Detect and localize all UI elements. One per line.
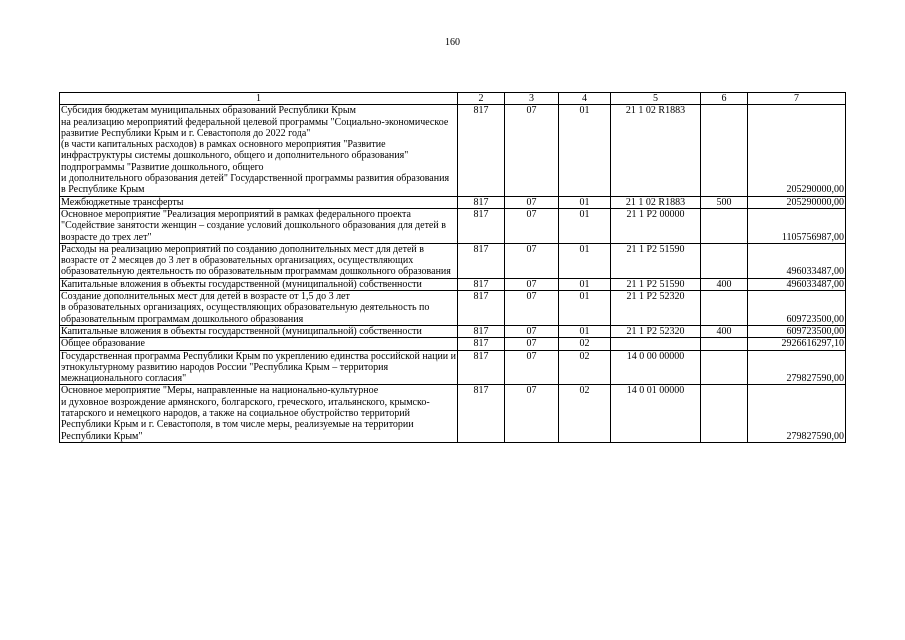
item-name: Общее образование xyxy=(60,338,458,350)
amount: 205290000,00 xyxy=(748,105,846,196)
target-article-code: 21 1 02 R1883 xyxy=(611,105,701,196)
ministry-code: 817 xyxy=(458,350,505,385)
target-article-code: 14 0 01 00000 xyxy=(611,385,701,442)
table-header-row xyxy=(60,93,846,105)
section-code: 07 xyxy=(505,385,559,442)
column-header: 3 xyxy=(505,93,559,105)
section-code: 07 xyxy=(505,196,559,208)
section-code: 07 xyxy=(505,350,559,385)
section-code: 07 xyxy=(505,291,559,326)
expense-type-code xyxy=(701,338,748,350)
target-article-code: 21 1 P2 51590 xyxy=(611,243,701,278)
expense-type-code xyxy=(701,208,748,243)
expense-type-code xyxy=(701,243,748,278)
subsection-code: 01 xyxy=(559,208,611,243)
amount: 279827590,00 xyxy=(748,385,846,442)
amount: 496033487,00 xyxy=(748,278,846,290)
subsection-code: 02 xyxy=(559,350,611,385)
item-name: Государственная программа Республики Крым по укреплению единства российской нации и этнокультурному развитию народов России "Республика Крым – территория межнационального согласия" xyxy=(61,350,457,385)
table-row xyxy=(60,338,846,350)
column-header: 6 xyxy=(701,93,748,105)
item-name: Расходы на реализацию мероприятий по созданию дополнительных мест для детей в возрасте от 2 месяцев до 3 лет в образовательных организациях, осуществляющих образовательную деятельность по образовательным программам дошкольного образования xyxy=(60,243,458,278)
item-name: Капитальные вложения в объекты государственной (муниципальной) собственности xyxy=(60,278,458,290)
target-article-code: 21 1 P2 51590 xyxy=(611,278,701,290)
item-name: Капитальные вложения в объекты государственной (муниципальной) собственности xyxy=(60,325,458,337)
subsection-code: 02 xyxy=(559,385,611,442)
subsection-code: 01 xyxy=(559,243,611,278)
section-code: 07 xyxy=(505,325,559,337)
subsection-code: 01 xyxy=(559,105,611,196)
column-header: 4 xyxy=(559,93,611,105)
ministry-code: 817 xyxy=(458,243,505,278)
subsection-code: 01 xyxy=(559,325,611,337)
column-header: 5 xyxy=(611,93,701,105)
item-name: Субсидия бюджетам муниципальных образований Республики Крым на реализацию мероприятий федеральной целевой программы "Социально-экономическое развитие Республики Крым и г. Севастополя до 2022 года" (в части капитальных расходов) в рамках основного мероприятия "Развитие инфраструктуры системы дошкольного, общего и дополнительного образования" подпрограммы "Развитие дошкольного, общего и дополнительного образования детей" Государственной программы развития образования в Республике Крым xyxy=(60,105,458,196)
subsection-code: 01 xyxy=(559,278,611,290)
amount: 1105756987,00 xyxy=(748,208,846,243)
table-row xyxy=(60,325,846,337)
target-article-code: 14 0 00 00000 xyxy=(611,350,701,385)
column-header: 2 xyxy=(458,93,505,105)
ministry-code: 817 xyxy=(458,196,505,208)
table-row xyxy=(60,196,846,208)
amount: 496033487,00 xyxy=(748,243,846,278)
ministry-code: 817 xyxy=(458,208,505,243)
expense-type-code xyxy=(701,350,748,385)
ministry-code: 817 xyxy=(458,385,505,442)
ministry-code: 817 xyxy=(458,338,505,350)
amount: 2926616297,10 xyxy=(748,338,846,350)
table-row xyxy=(60,278,846,290)
target-article-code: 21 1 02 R1883 xyxy=(611,196,701,208)
section-code: 07 xyxy=(505,338,559,350)
amount: 609723500,00 xyxy=(748,325,846,337)
amount: 205290000,00 xyxy=(748,196,846,208)
ministry-code: 817 xyxy=(458,105,505,196)
amount: 279827590,00 xyxy=(748,350,846,385)
item-name: Основное мероприятие "Реализация мероприятий в рамках федерального проекта "Содействие занятости женщин – создание условий дошкольного образования для детей в возрасте до трех лет" xyxy=(60,208,458,243)
ministry-code: 817 xyxy=(458,291,505,326)
table-row xyxy=(60,208,846,243)
expense-type-code: 400 xyxy=(701,325,748,337)
section-code: 07 xyxy=(505,105,559,196)
item-name: Межбюджетные трансферты xyxy=(60,196,458,208)
table-row xyxy=(60,291,846,326)
target-article-code: 21 1 P2 52320 xyxy=(611,291,701,326)
expense-type-code xyxy=(701,105,748,196)
target-article-code: 21 1 P2 00000 xyxy=(611,208,701,243)
column-header: 7 xyxy=(748,93,846,105)
section-code: 07 xyxy=(505,243,559,278)
subsection-code: 01 xyxy=(559,196,611,208)
target-article-code xyxy=(611,338,701,350)
expense-type-code: 500 xyxy=(701,196,748,208)
item-name: Основное мероприятие "Меры, направленные на национально-культурное и духовное возрождение армянского, болгарского, греческого, итальянского, крымско-татарского и немецкого народов, а также на социальное обустройство территорий Республики Крым и г. Севастополя, в том числе меры, реализуемые на территории Республики Крым" xyxy=(60,385,458,442)
ministry-code: 817 xyxy=(458,325,505,337)
expense-type-code: 400 xyxy=(701,278,748,290)
expense-type-code xyxy=(701,291,748,326)
budget-table xyxy=(59,92,846,443)
section-code: 07 xyxy=(505,278,559,290)
target-article-code: 21 1 P2 52320 xyxy=(611,325,701,337)
item-name: Создание дополнительных мест для детей в возрасте от 1,5 до 3 лет в образовательных организациях, осуществляющих образовательную деятельность по образовательным программам дошкольного образования xyxy=(60,291,458,326)
ministry-code: 817 xyxy=(458,278,505,290)
amount: 609723500,00 xyxy=(748,291,846,326)
expense-type-code xyxy=(701,385,748,442)
subsection-code: 01 xyxy=(559,291,611,326)
page-number: 160 xyxy=(445,37,460,48)
column-header: 1 xyxy=(60,93,458,105)
subsection-code: 02 xyxy=(559,338,611,350)
table-row xyxy=(60,243,846,278)
table-row xyxy=(60,350,846,385)
table-row xyxy=(60,385,846,442)
section-code: 07 xyxy=(505,208,559,243)
table-row xyxy=(60,105,846,196)
